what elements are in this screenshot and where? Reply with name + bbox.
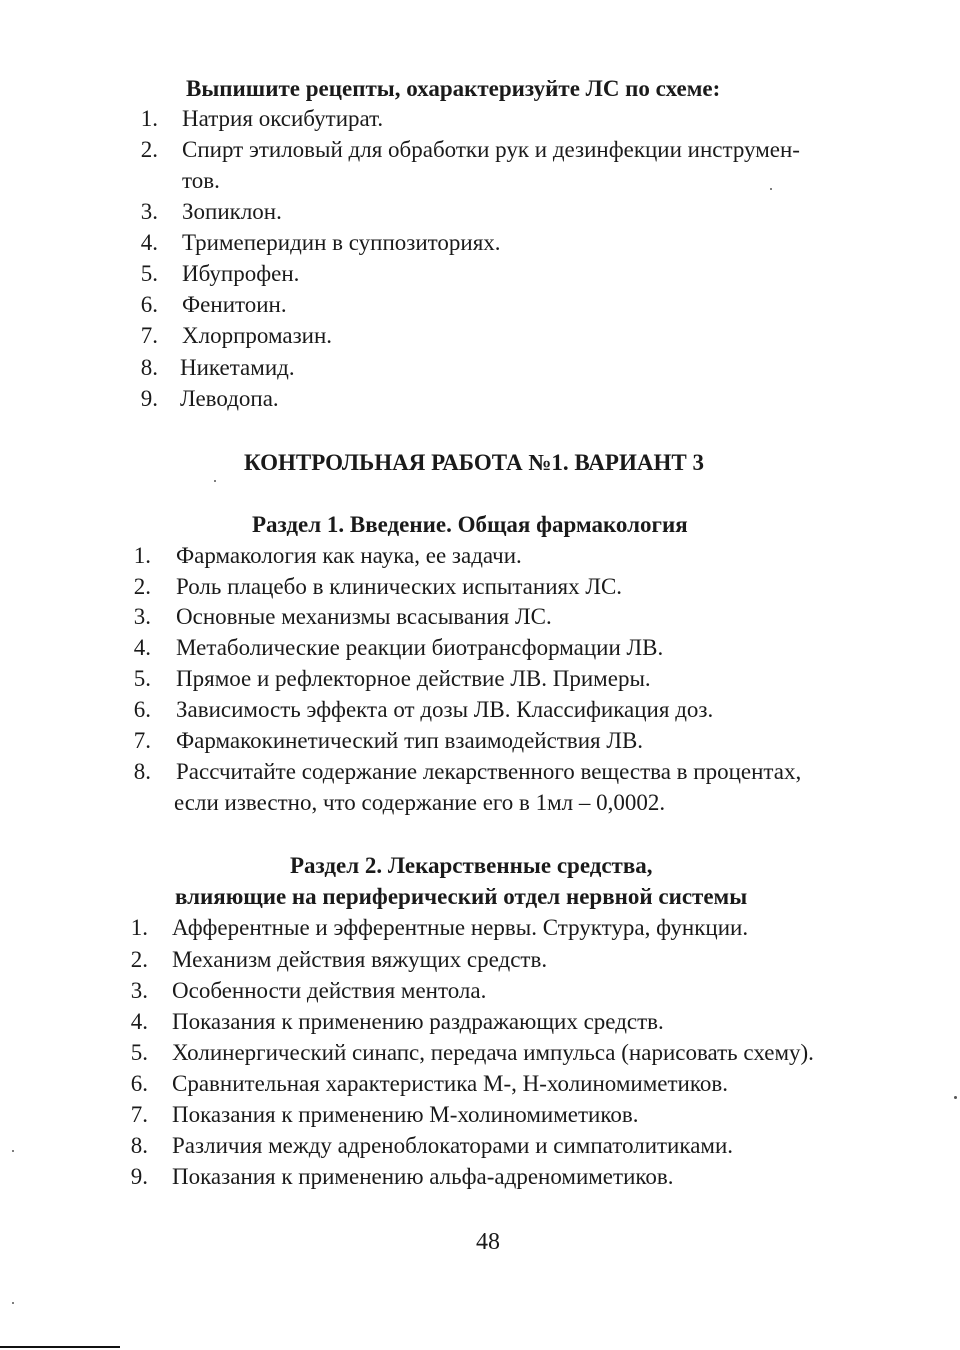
list-item-number: 6. bbox=[130, 1071, 148, 1096]
list-item-text: Показания к применению альфа-адреномиметиков. bbox=[172, 1164, 674, 1189]
scan-speck bbox=[214, 480, 216, 482]
list-item-text: Показания к применению М-холиномиметиков. bbox=[172, 1102, 639, 1127]
list-item-text: Холинергический синапс, передача импульса (нарисовать схему). bbox=[172, 1040, 814, 1065]
list-item-number: 2. bbox=[133, 574, 151, 599]
list-item-number: 5. bbox=[130, 1040, 148, 1065]
scan-speck bbox=[12, 1302, 14, 1304]
list-item-number: 5. bbox=[140, 261, 158, 286]
list-item-number: 8. bbox=[140, 355, 158, 380]
list-item-text: Особенности действия ментола. bbox=[172, 978, 487, 1003]
list-item-text: Прямое и рефлекторное действие ЛВ. Примеры. bbox=[176, 666, 651, 691]
list-item-text: Тримеперидин в суппозиториях. bbox=[182, 230, 501, 255]
list-item-number: 7. bbox=[130, 1102, 148, 1127]
list-item-text: Механизм действия вяжущих средств. bbox=[172, 947, 548, 972]
list-item-number: 1. bbox=[140, 106, 158, 131]
list-item-text: Афферентные и эфферентные нервы. Структура, функции. bbox=[172, 915, 749, 940]
list-item-text: Фармакология как наука, ее задачи. bbox=[176, 543, 522, 568]
prescription-task-heading: Выпишите рецепты, охарактеризуйте ЛС по схеме: bbox=[186, 76, 721, 101]
list-item-text: Роль плацебо в клинических испытаниях ЛС. bbox=[176, 574, 623, 599]
list-item-number: 7. bbox=[133, 728, 151, 753]
list-item-text: Спирт этиловый для обработки рук и дезинфекции инструмен- bbox=[182, 137, 800, 162]
list-item-number: 2. bbox=[130, 947, 148, 972]
list-item-text: Различия между адреноблокаторами и симпатолитиками. bbox=[172, 1133, 734, 1158]
list-item-text: Хлорпромазин. bbox=[182, 323, 333, 348]
list-item-text: Никетамид. bbox=[180, 355, 295, 380]
scan-speck bbox=[12, 1150, 14, 1152]
list-item-number: 3. bbox=[130, 978, 148, 1003]
scan-edge-line bbox=[0, 1346, 120, 1348]
list-item-text: Фенитоин. bbox=[182, 292, 287, 317]
list-item-number: 1. bbox=[130, 915, 148, 940]
section-2-heading-line-1: Раздел 2. Лекарственные средства, bbox=[290, 853, 653, 878]
list-item-number: 6. bbox=[140, 292, 158, 317]
list-item-number: 8. bbox=[130, 1133, 148, 1158]
list-item-number: 6. bbox=[133, 697, 151, 722]
list-item-text-continuation: тов. bbox=[182, 168, 220, 193]
list-item-number: 2. bbox=[140, 137, 158, 162]
list-item-number: 7. bbox=[140, 323, 158, 348]
list-item-number: 1. bbox=[133, 543, 151, 568]
list-item-number: 4. bbox=[133, 635, 151, 660]
list-item-number: 3. bbox=[140, 199, 158, 224]
list-item-number: 4. bbox=[130, 1009, 148, 1034]
list-item-text: Ибупрофен. bbox=[182, 261, 300, 286]
list-item-text: Показания к применению раздражающих средств. bbox=[172, 1009, 664, 1034]
list-item-text: Сравнительная характеристика М-, Н-холиномиметиков. bbox=[172, 1071, 728, 1096]
scan-speck bbox=[770, 188, 772, 190]
list-item-text: Зависимость эффекта от дозы ЛВ. Классификация доз. bbox=[176, 697, 714, 722]
list-item-text: Натрия оксибутират. bbox=[182, 106, 384, 131]
list-item-text-continuation: если известно, что содержание его в 1мл – 0,0002. bbox=[174, 790, 666, 815]
section-2-heading-line-2: влияющие на периферический отдел нервной системы bbox=[175, 884, 748, 909]
list-item-number: 9. bbox=[140, 386, 158, 411]
list-item-text: Метаболические реакции биотрансформации ЛВ. bbox=[176, 635, 664, 660]
work-title: КОНТРОЛЬНАЯ РАБОТА №1. ВАРИАНТ 3 bbox=[244, 450, 704, 475]
list-item-text: Зопиклон. bbox=[182, 199, 282, 224]
scan-speck bbox=[954, 1096, 957, 1099]
list-item-number: 4. bbox=[140, 230, 158, 255]
list-item-text: Основные механизмы всасывания ЛС. bbox=[176, 604, 552, 629]
section-1-heading: Раздел 1. Введение. Общая фармакология bbox=[252, 512, 688, 537]
list-item-number: 9. bbox=[130, 1164, 148, 1189]
list-item-text: Рассчитайте содержание лекарственного вещества в процентах, bbox=[176, 759, 802, 784]
list-item-number: 3. bbox=[133, 604, 151, 629]
list-item-text: Леводопа. bbox=[180, 386, 279, 411]
page-number: 48 bbox=[476, 1229, 500, 1255]
list-item-number: 5. bbox=[133, 666, 151, 691]
list-item-text: Фармакокинетический тип взаимодействия ЛВ. bbox=[176, 728, 644, 753]
list-item-number: 8. bbox=[133, 759, 151, 784]
